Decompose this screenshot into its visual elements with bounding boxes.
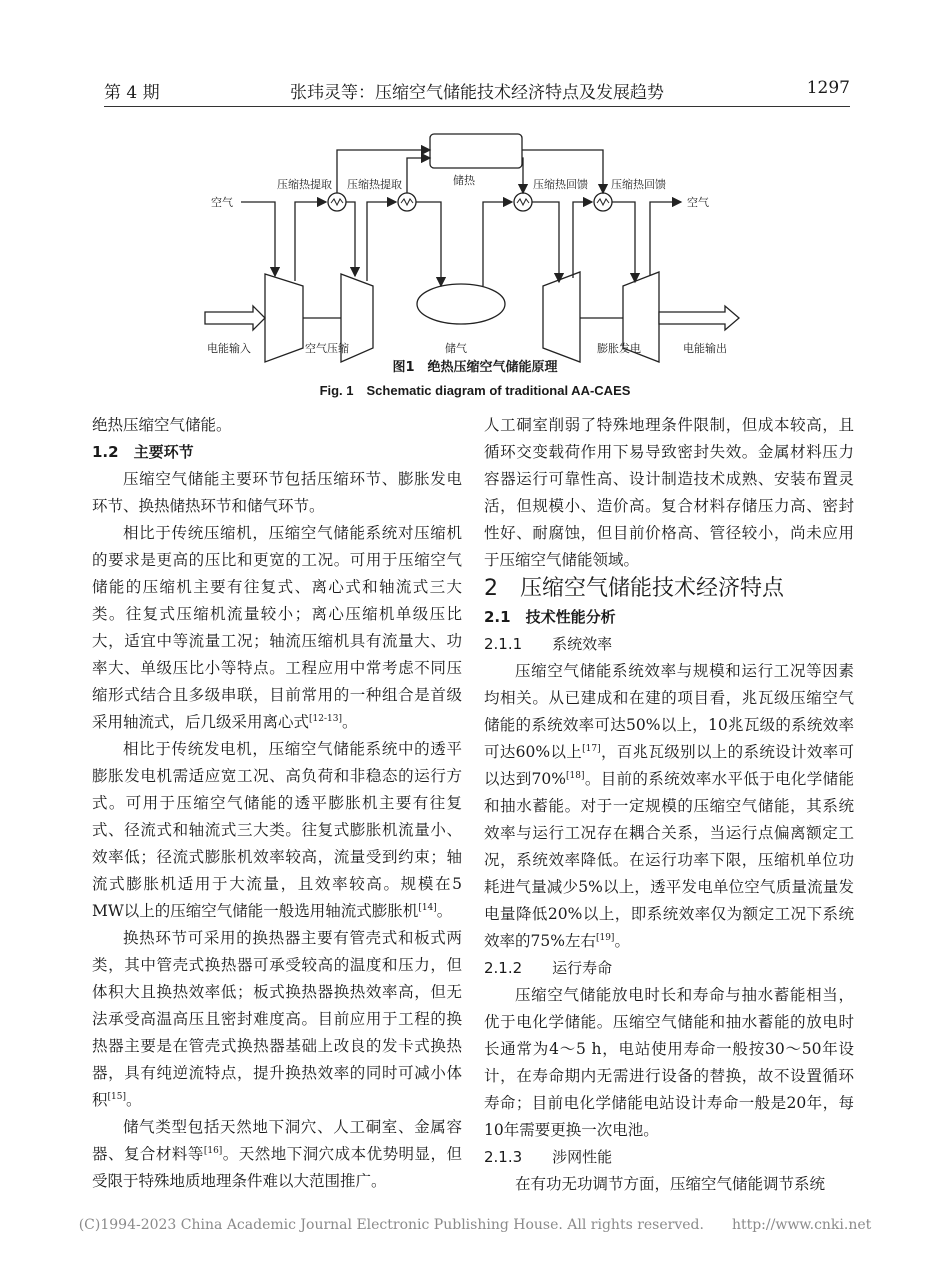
label-power-in: 电能输入 [207,342,251,355]
paragraph: 人工硐室削弱了特殊地理条件限制，但成本较高，且循环交变载荷作用下易导致密封失效。金属材料压力容器运行可靠性高、设计制造技术成熟、安装布置灵活，但规模小、造价高。复合材料存储压力高、密封性好、耐腐蚀，但目前价格高、管径较小，尚未应用于压缩空气储能领域。 [484,416,854,569]
paragraph: 压缩空气储能放电时长和寿命与抽水蓄能相当，优于电化学储能。压缩空气储能和抽水蓄能的放电时长通常为4～5 h，电站使用寿命一般按30～50年设计，在寿命期内无需进行设备的替换，故不设置循环寿命；目前电化学储能电站设计寿命一般是20年，每10年需要更换一次电池。 [484,986,854,1139]
heat-exchanger-4 [594,193,612,211]
paragraph: 压缩空气储能主要环节包括压缩环节、膨胀发电环节、换热储热环节和储气环节。 [92,470,462,515]
page-number: 1297 [806,78,850,98]
citation: [18] [566,770,585,781]
section-heading-2-1-2: 2.1.2 运行寿命 [484,959,613,977]
citation: [15] [107,1091,126,1102]
page-header [104,70,850,106]
section-heading-2-1-1: 2.1.1 系统效率 [484,635,613,653]
copyright-footer: (C)1994-2023 China Academic Journal Electronic Publishing House. All rights reserved. http://www.cnki.net [78,1217,872,1233]
label-heat-storage: 储热 [453,174,475,187]
section-heading-1-2: 1.2 主要环节 [92,443,194,461]
compressor-1 [265,274,303,362]
label-feedback-2: 压缩热回馈 [611,178,666,191]
section-heading-2: 2 压缩空气储能技术经济特点 [484,576,784,601]
paragraph: 换热环节可采用的换热器主要有管壳式和板式两类，其中管壳式换热器可承受较高的温度和压力，但体积大且换热效率低；板式换热器换热效率高，但无法承受高温高压且密封难度高。目前应用于工程的换热器主要是在管壳式换热器基础上改良的发卡式换热器，具有纯逆流特点，提升换热效率的同时可减小体积[15]。 [92,929,462,1109]
power-input-arrow [205,306,265,330]
label-air-out: 空气 [687,196,709,209]
running-title: 张玮灵等：压缩空气储能技术经济特点及发展趋势 [290,83,664,103]
section-heading-2-1: 2.1 技术性能分析 [484,608,616,626]
label-air-in: 空气 [211,196,233,209]
paragraph: 储气类型包括天然地下洞穴、人工硐室、金属容器、复合材料等[16]。天然地下洞穴成本优势明显，但受限于特殊地质地理条件难以大范围推广。 [92,1118,462,1190]
power-output-arrow [659,306,739,330]
section-heading-2-1-3: 2.1.3 涉网性能 [484,1148,613,1166]
label-expand: 膨胀发电 [597,342,641,355]
heat-exchanger-3 [514,193,532,211]
figure-aa-caes [195,126,755,366]
issue-number: 第 4 期 [104,83,160,103]
label-extract-1: 压缩热提取 [277,178,332,191]
header-rule [104,106,850,107]
left-column [92,412,462,1195]
citation: [16] [203,1145,223,1156]
citation: [17] [582,743,601,754]
gas-storage-ellipse [417,284,505,324]
citation: [19] [595,932,615,943]
paragraph: 相比于传统发电机，压缩空气储能系统中的透平膨胀发电机需适应宽工况、高负荷和非稳态的运行方式。可用于压缩空气储能的透平膨胀机主要有往复式、径流式和轴流式三大类。往复式膨胀机流量小、效率低；径流式膨胀机效率较高，流量受到约束；轴流式膨胀机适用于大流量，且效率较高。规模在5 MW以上的压缩空气储能一般选用轴流式膨胀机[14]。 [92,740,462,920]
heat-storage-box [430,134,522,168]
label-feedback-1: 压缩热回馈 [533,178,588,191]
paragraph: 压缩空气储能系统效率与规模和运行工况等因素均相关。从已建成和在建的项目看，兆瓦级压缩空气储能的系统效率可达50%以上，10兆瓦级的系统效率可达60%以上[17]，百兆瓦级别以上的系统设计效率可以达到70%[18]。目前的系统效率水平低于电化学储能和抽水蓄能。对于一定规模的压缩空气储能，其系统效率与运行工况存在耦合关系，当运行点偏离额定工况，系统效率降低。在运行功率下限，压缩机单位功耗进气量减少5%以上，透平发电单位空气质量流量发电量降低20%以上，即系统效率仅为额定工况下系统效率的75%左右[19]。 [484,662,854,950]
citation: [12-13] [309,713,342,724]
figure-caption-cn: 图1 绝热压缩空气储能原理 [392,360,558,375]
figure-caption-en: Fig. 1 Schematic diagram of traditional AA-CAES [319,383,631,398]
figure-diagram [195,126,755,366]
paragraph: 绝热压缩空气储能。 [92,416,232,434]
heat-exchanger-1 [328,193,346,211]
label-compress: 空气压缩 [305,342,349,355]
right-column [484,412,854,1198]
label-gas-storage: 储气 [445,342,467,355]
paragraph: 相比于传统压缩机，压缩空气储能系统对压缩机的要求是更高的压比和更宽的工况。可用于压缩空气储能的压缩机主要有往复式、离心式和轴流式三大类。往复式压缩机流量较小；离心压缩机单级压比大，适宜中等流量工况；轴流压缩机具有流量大、功率大、单级压比小等特点。工程应用中常考虑不同压缩形式结合且多级串联，目前常用的一种组合是首级采用轴流式，后几级采用离心式[12-13]。 [92,524,462,731]
expander-1 [543,272,580,362]
heat-exchanger-2 [398,193,416,211]
label-extract-2: 压缩热提取 [347,178,402,191]
citation: [14] [418,902,437,913]
label-power-out: 电能输出 [683,342,727,355]
paragraph: 在有功无功调节方面，压缩空气储能调节系统 [515,1175,826,1193]
